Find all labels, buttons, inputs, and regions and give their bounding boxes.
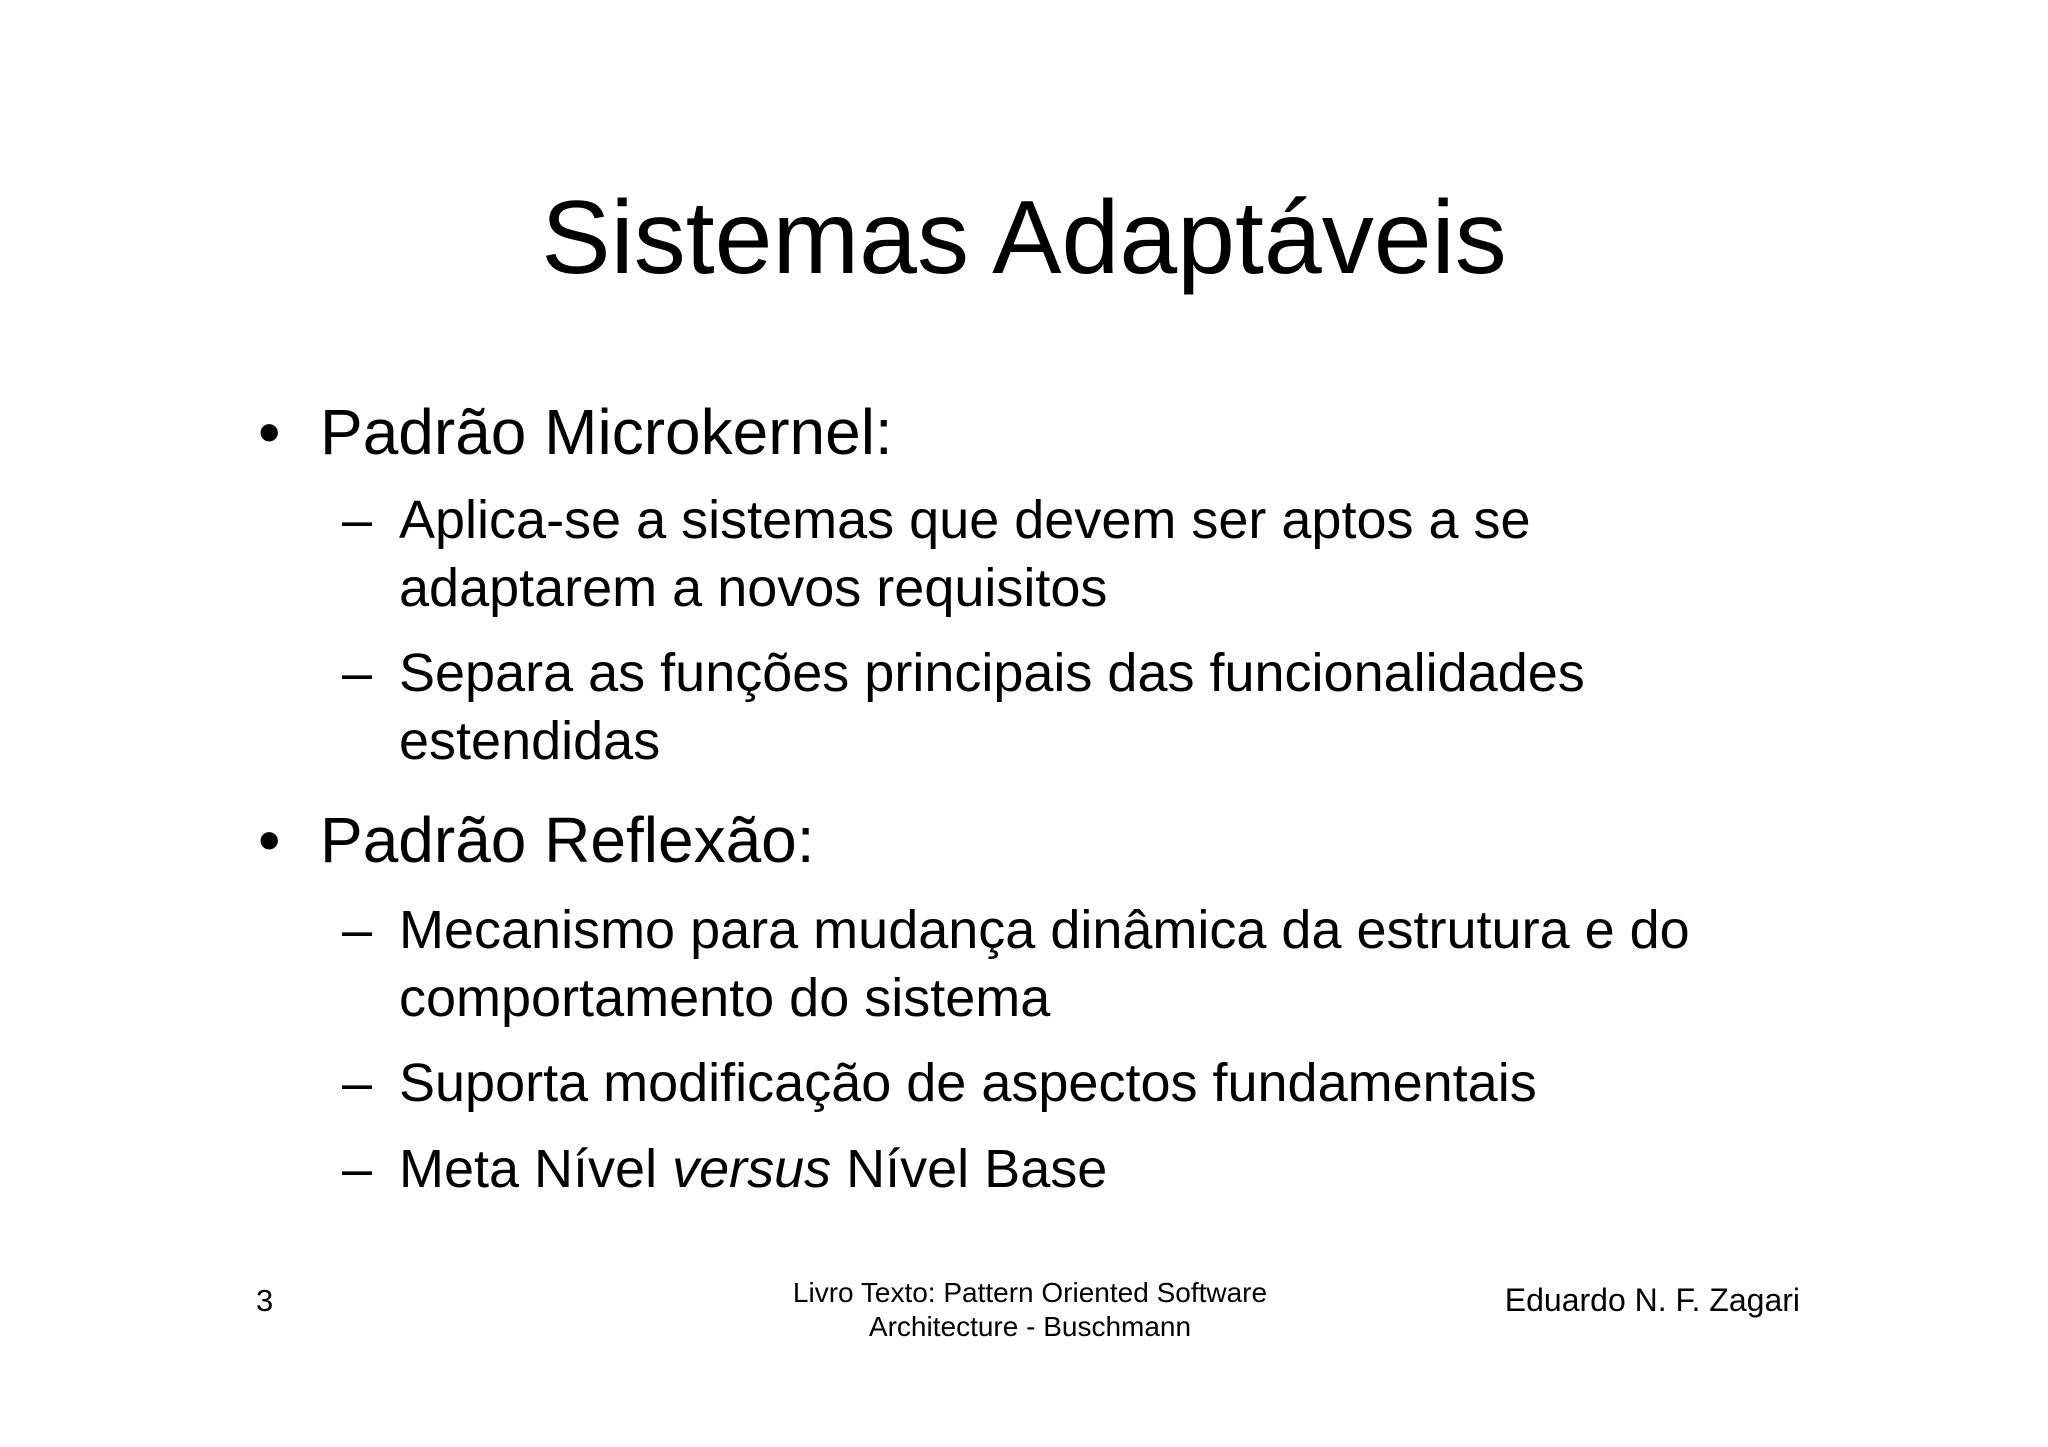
subitem-line: Separa as funções principais das funcionalidades [399, 643, 1585, 703]
dash-marker: – [342, 490, 373, 550]
dash-marker: – [342, 643, 373, 703]
italic-emphasis: versus [672, 1139, 832, 1199]
footer-source-line: Architecture - Buschmann [868, 1311, 1192, 1342]
subitem-text [399, 1135, 1107, 1203]
subitem-line: estendidas [399, 711, 661, 771]
subitem-text-part: Nível Base [831, 1139, 1108, 1199]
subitem-line: comportamento do sistema [399, 968, 1051, 1028]
bullet-text: Padrão Microkernel: [320, 396, 893, 468]
bullet-marker: • [258, 396, 281, 468]
subitem-line: adaptarem a novos requisitos [399, 558, 1108, 618]
footer-source-line: Livro Texto: Pattern Oriented Software [792, 1277, 1268, 1308]
subitem-text [399, 486, 1531, 622]
subitem-text [399, 1049, 1537, 1117]
subitem-line: Suporta modificação de aspectos fundamentais [399, 1053, 1537, 1113]
subitem-text [399, 896, 1690, 1032]
subitem-line: Aplica-se a sistemas que devem ser aptos a se [399, 490, 1531, 550]
dash-marker: – [342, 900, 373, 960]
page-number: 3 [256, 1283, 274, 1318]
subitem-line: Mecanismo para mudança dinâmica da estrutura e do [399, 900, 1690, 960]
dash-marker: – [342, 1053, 373, 1113]
bullet-text: Padrão Reflexão: [320, 804, 815, 876]
footer-author: Eduardo N. F. Zagari [1504, 1282, 1800, 1318]
footer-source [770, 1276, 1290, 1344]
dash-marker: – [342, 1139, 373, 1199]
bullet-marker: • [258, 804, 281, 876]
slide-title: Sistemas Adaptáveis [541, 180, 1507, 296]
subitem-text-part: Meta Nível [399, 1139, 673, 1199]
subitem-text [399, 639, 1585, 775]
